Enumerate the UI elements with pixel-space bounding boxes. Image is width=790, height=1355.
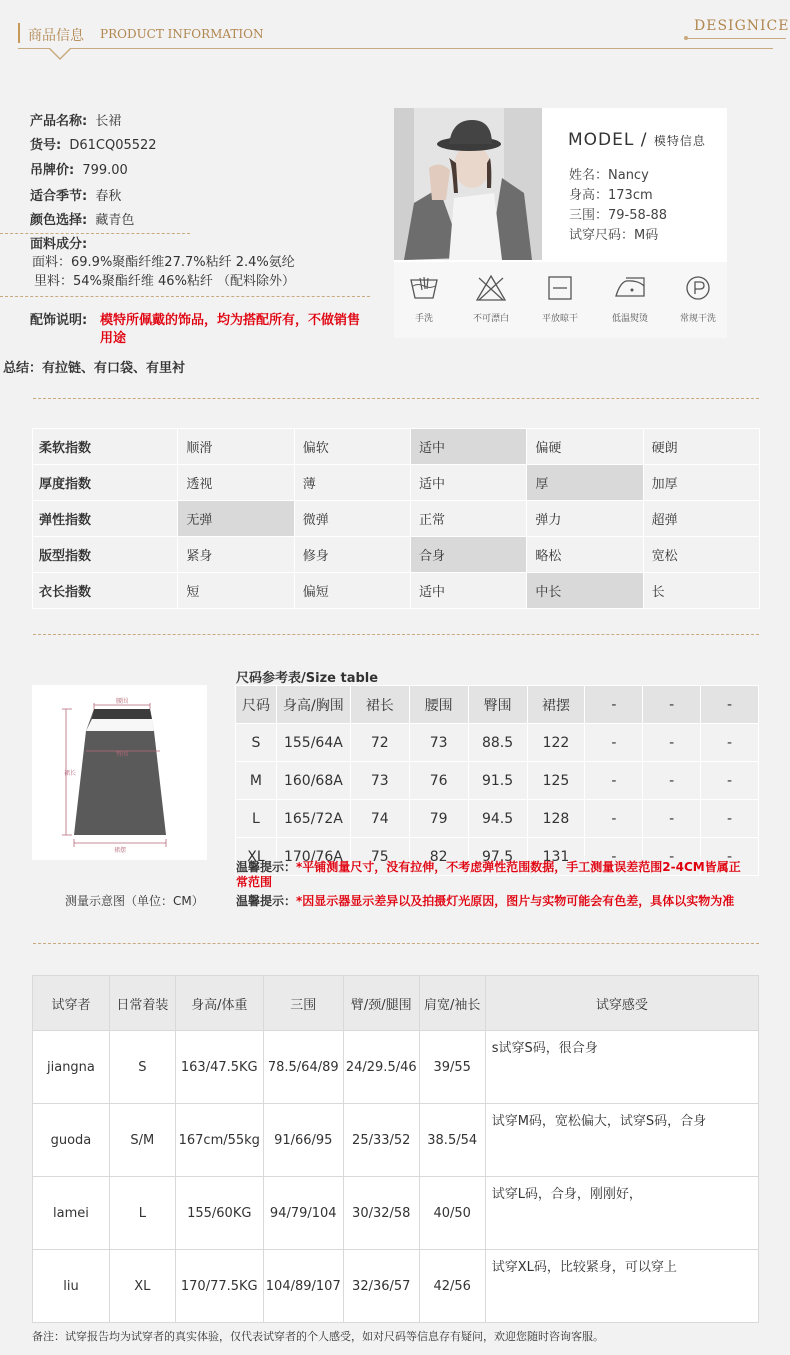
try-header-cell: 臂/颈/腿围: [343, 976, 419, 1031]
care-item-dry-clean: [668, 274, 728, 324]
diagram-hip-label: 臀围: [115, 751, 129, 758]
index-row: [33, 501, 760, 537]
size-cell: M: [236, 762, 277, 800]
fabric-index-table: [32, 428, 760, 609]
size-cell: 74: [350, 800, 409, 838]
care-item-flat-dry: [530, 274, 590, 324]
size-header-cell: -: [701, 686, 759, 724]
size-cell: 88.5: [468, 724, 527, 762]
model-photo: [394, 108, 542, 260]
try-cell: L: [109, 1177, 175, 1250]
size-row: [236, 762, 759, 800]
brand-dot: [684, 36, 688, 40]
product-sku-label: 货号:: [30, 138, 62, 153]
size-cell: -: [585, 762, 643, 800]
size-table: [235, 685, 759, 876]
fabric-lining: 里料：54%聚酯纤维 46%粘纤 （配料除外）: [34, 274, 296, 289]
try-row: [33, 1104, 759, 1177]
header-divider: [18, 48, 773, 49]
index-option: 硬朗: [643, 429, 759, 465]
index-option: 顺滑: [178, 429, 294, 465]
size-cell: -: [643, 800, 701, 838]
size-table-title: 尺码参考表/Size table: [236, 671, 379, 686]
size-row: [236, 800, 759, 838]
try-cell: 167cm/55kg: [175, 1104, 263, 1177]
try-header-cell: 试穿感受: [485, 976, 758, 1031]
product-price-value: 799.00: [82, 163, 128, 178]
model-height: 身高：173cm: [569, 188, 653, 203]
size-tip-1-label: 温馨提示：: [236, 860, 297, 874]
try-feedback-cell: 试穿L码，合身，刚刚好，: [485, 1177, 758, 1250]
header-title-en: PRODUCT INFORMATION: [100, 27, 264, 41]
size-tip-2: [236, 892, 756, 909]
index-option: 超弹: [643, 501, 759, 537]
care-icons-panel: [394, 262, 727, 338]
index-row: [33, 429, 760, 465]
size-cell: S: [236, 724, 277, 762]
index-row: [33, 537, 760, 573]
product-name-value: 长裙: [95, 114, 122, 129]
size-cell: XL: [236, 838, 277, 876]
try-cell: 40/50: [419, 1177, 485, 1250]
try-cell: 42/56: [419, 1250, 485, 1323]
index-option: 长: [643, 573, 759, 609]
try-cell: XL: [109, 1250, 175, 1323]
model-measurements: 三围：79-58-88: [569, 208, 668, 223]
try-cell: S: [109, 1031, 175, 1104]
size-cell: -: [643, 762, 701, 800]
header-title-cn: 商品信息: [28, 28, 84, 44]
size-cell: 82: [409, 838, 468, 876]
try-cell: 163/47.5KG: [175, 1031, 263, 1104]
try-cell: 32/36/57: [343, 1250, 419, 1323]
size-tip-2-text: *因显示器显示差异以及拍摄灯光原因，图片与实物可能会有色差，具体以实物为准: [296, 894, 735, 908]
product-name-label: 产品名称:: [30, 114, 88, 129]
model-name: 姓名：Nancy: [569, 168, 649, 183]
index-row-label: 厚度指数: [33, 465, 178, 501]
size-cell: 170/76A: [276, 838, 350, 876]
care-label-no-bleach: 不可漂白: [472, 314, 509, 324]
index-option: 偏软: [294, 429, 410, 465]
product-price-label: 吊牌价:: [30, 163, 75, 178]
try-cell: lamei: [33, 1177, 110, 1250]
product-color-row: [30, 214, 134, 227]
try-on-table: [32, 975, 759, 1323]
try-header-cell: 肩宽/袖长: [419, 976, 485, 1031]
index-row: [33, 465, 760, 501]
care-item-no-bleach: [461, 274, 521, 324]
try-feedback-cell: 试穿M码，宽松偏大，试穿S码，合身: [485, 1104, 758, 1177]
product-color-value: 藏青色: [95, 213, 135, 228]
size-header-cell: 尺码: [236, 686, 277, 724]
size-header-cell: 裙摆: [527, 686, 585, 724]
index-option: 短: [178, 573, 294, 609]
try-cell: 155/60KG: [175, 1177, 263, 1250]
no-bleach-icon: [475, 274, 507, 302]
model-size: 试穿尺码：M码: [569, 228, 659, 243]
product-season-value: 春秋: [95, 189, 122, 204]
size-tip-2-label: 温馨提示：: [236, 894, 297, 908]
index-option: 加厚: [643, 465, 759, 501]
size-cell: 94.5: [468, 800, 527, 838]
size-header-cell: -: [643, 686, 701, 724]
brand-underline: [686, 38, 786, 39]
try-cell: 170/77.5KG: [175, 1250, 263, 1323]
fabric-label-text: 面料成分:: [30, 237, 88, 252]
measurement-diagram: [32, 685, 207, 860]
fabric-divider: [0, 233, 190, 234]
try-cell: 39/55: [419, 1031, 485, 1104]
size-cell: 128: [527, 800, 585, 838]
try-feedback-cell: 试穿XL码，比较紧身，可以穿上: [485, 1250, 758, 1323]
index-option: 紧身: [178, 537, 294, 573]
size-cell: 155/64A: [276, 724, 350, 762]
size-header-cell: 裙长: [350, 686, 409, 724]
header-accent-bar: [18, 23, 20, 43]
size-cell: 131: [527, 838, 585, 876]
try-header-cell: 日常着装: [109, 976, 175, 1031]
try-cell: liu: [33, 1250, 110, 1323]
product-price-row: [30, 164, 128, 177]
section-divider-2: [33, 634, 759, 635]
dry-clean-icon: [682, 274, 714, 302]
index-row-label: 衣长指数: [33, 573, 178, 609]
try-cell: 104/89/107: [263, 1250, 343, 1323]
product-summary: 总结：有拉链、有口袋、有里衬: [3, 361, 186, 376]
index-option: 适中: [411, 573, 527, 609]
index-option: 适中: [411, 465, 527, 501]
flat-dry-icon: [544, 274, 576, 302]
size-cell: 165/72A: [276, 800, 350, 838]
care-label-hand-wash: 手洗: [414, 314, 433, 324]
size-header-cell: 身高/胸围: [276, 686, 350, 724]
try-feedback-cell: s试穿S码，很合身: [485, 1031, 758, 1104]
size-tip-1-line2: 常范围: [236, 875, 273, 889]
index-option: 薄: [294, 465, 410, 501]
try-cell: 78.5/64/89: [263, 1031, 343, 1104]
accessory-label: [30, 314, 87, 327]
size-cell: L: [236, 800, 277, 838]
try-cell: jiangna: [33, 1031, 110, 1104]
size-cell: 76: [409, 762, 468, 800]
try-cell: 25/33/52: [343, 1104, 419, 1177]
fabric-label: [30, 238, 87, 251]
index-option: 微弹: [294, 501, 410, 537]
index-option: 正常: [411, 501, 527, 537]
try-row: [33, 1250, 759, 1323]
diagram-waist-label: 腰围: [115, 698, 129, 705]
section-divider-3: [33, 943, 759, 944]
try-cell: 38.5/54: [419, 1104, 485, 1177]
low-iron-icon: [612, 274, 648, 302]
try-cell: 91/66/95: [263, 1104, 343, 1177]
product-season-row: [30, 190, 121, 203]
diagram-hem-label: 裙摆: [113, 847, 127, 854]
try-row: [33, 1031, 759, 1104]
care-item-low-iron: [600, 274, 660, 324]
diagram-caption: 测量示意图（单位：CM）: [65, 894, 204, 908]
product-color-label: 颜色选择:: [30, 213, 88, 228]
size-header-cell: 臀围: [468, 686, 527, 724]
size-cell: 122: [527, 724, 585, 762]
index-option-selected: 合身: [411, 537, 527, 573]
index-option: 弹力: [527, 501, 643, 537]
index-option: 偏短: [294, 573, 410, 609]
fabric-outer: 面料：69.9%聚酯纤维27.7%粘纤 2.4%氨纶: [32, 255, 295, 270]
index-row: [33, 573, 760, 609]
index-option-selected: 厚: [527, 465, 643, 501]
size-cell: -: [643, 724, 701, 762]
index-option-selected: 无弹: [178, 501, 294, 537]
size-cell: 160/68A: [276, 762, 350, 800]
index-option: 透视: [178, 465, 294, 501]
brand-label: DESIGNICE: [694, 18, 790, 34]
size-cell: -: [585, 800, 643, 838]
try-header-cell: 三围: [263, 976, 343, 1031]
accessory-line2: 用途: [100, 331, 127, 346]
size-header-cell: -: [585, 686, 643, 724]
index-option: 宽松: [643, 537, 759, 573]
section-divider-1: [33, 398, 759, 399]
size-cell: -: [701, 838, 759, 876]
index-option-selected: 适中: [411, 429, 527, 465]
size-cell: 73: [409, 724, 468, 762]
size-cell: -: [701, 800, 759, 838]
model-heading: [568, 130, 706, 150]
accessory-label-text: 配饰说明:: [30, 313, 88, 328]
size-cell: -: [585, 724, 643, 762]
index-option-selected: 中长: [527, 573, 643, 609]
index-option: 修身: [294, 537, 410, 573]
product-sku-value: D61CQ05522: [69, 138, 157, 153]
model-heading-en: MODEL /: [568, 130, 648, 150]
index-option: 略松: [527, 537, 643, 573]
try-cell: 94/79/104: [263, 1177, 343, 1250]
size-cell: 97.5: [468, 838, 527, 876]
size-cell: 75: [350, 838, 409, 876]
product-season-label: 适合季节:: [30, 189, 88, 204]
size-cell: -: [701, 762, 759, 800]
size-tip-1: [236, 860, 756, 890]
index-row-label: 弹性指数: [33, 501, 178, 537]
size-tip-1-line1: *平铺测量尺寸，没有拉伸，不考虑弹性范围数据，手工测量误差范围2-4CM皆属正: [296, 860, 741, 874]
size-cell: -: [585, 838, 643, 876]
fabric-lining-divider: [0, 296, 370, 297]
try-cell: 24/29.5/46: [343, 1031, 419, 1104]
care-label-flat-dry: 平放晾干: [541, 314, 578, 324]
hand-wash-icon: [408, 274, 440, 302]
try-header-cell: 身高/体重: [175, 976, 263, 1031]
try-cell: guoda: [33, 1104, 110, 1177]
size-cell: 91.5: [468, 762, 527, 800]
size-cell: 125: [527, 762, 585, 800]
try-on-note: 备注：试穿报告均为试穿者的真实体验，仅代表试穿者的个人感受，如对尺码等信息存有疑问，欢迎您随时咨询客服。: [32, 1330, 604, 1343]
size-cell: 73: [350, 762, 409, 800]
try-row: [33, 1177, 759, 1250]
product-sku-row: [30, 139, 157, 152]
size-cell: -: [701, 724, 759, 762]
try-cell: 30/32/58: [343, 1177, 419, 1250]
size-cell: -: [643, 838, 701, 876]
size-header-cell: 腰围: [409, 686, 468, 724]
accessory-line1: 模特所佩戴的饰品，均为搭配所有，不做销售: [100, 313, 361, 328]
diagram-length-label: 裙长: [63, 770, 77, 777]
care-item-hand-wash: [394, 274, 454, 324]
try-header-cell: 试穿者: [33, 976, 110, 1031]
try-cell: S/M: [109, 1104, 175, 1177]
product-name-row: [30, 115, 121, 128]
care-label-dry-clean: 常规干洗: [679, 314, 716, 324]
index-row-label: 柔软指数: [33, 429, 178, 465]
size-cell: 79: [409, 800, 468, 838]
size-row: [236, 724, 759, 762]
index-option: 偏硬: [527, 429, 643, 465]
model-heading-cn: 模特信息: [653, 134, 706, 148]
size-cell: 72: [350, 724, 409, 762]
header-notch-inner: [50, 48, 70, 58]
care-label-low-iron: 低温熨烫: [611, 314, 648, 324]
index-row-label: 版型指数: [33, 537, 178, 573]
